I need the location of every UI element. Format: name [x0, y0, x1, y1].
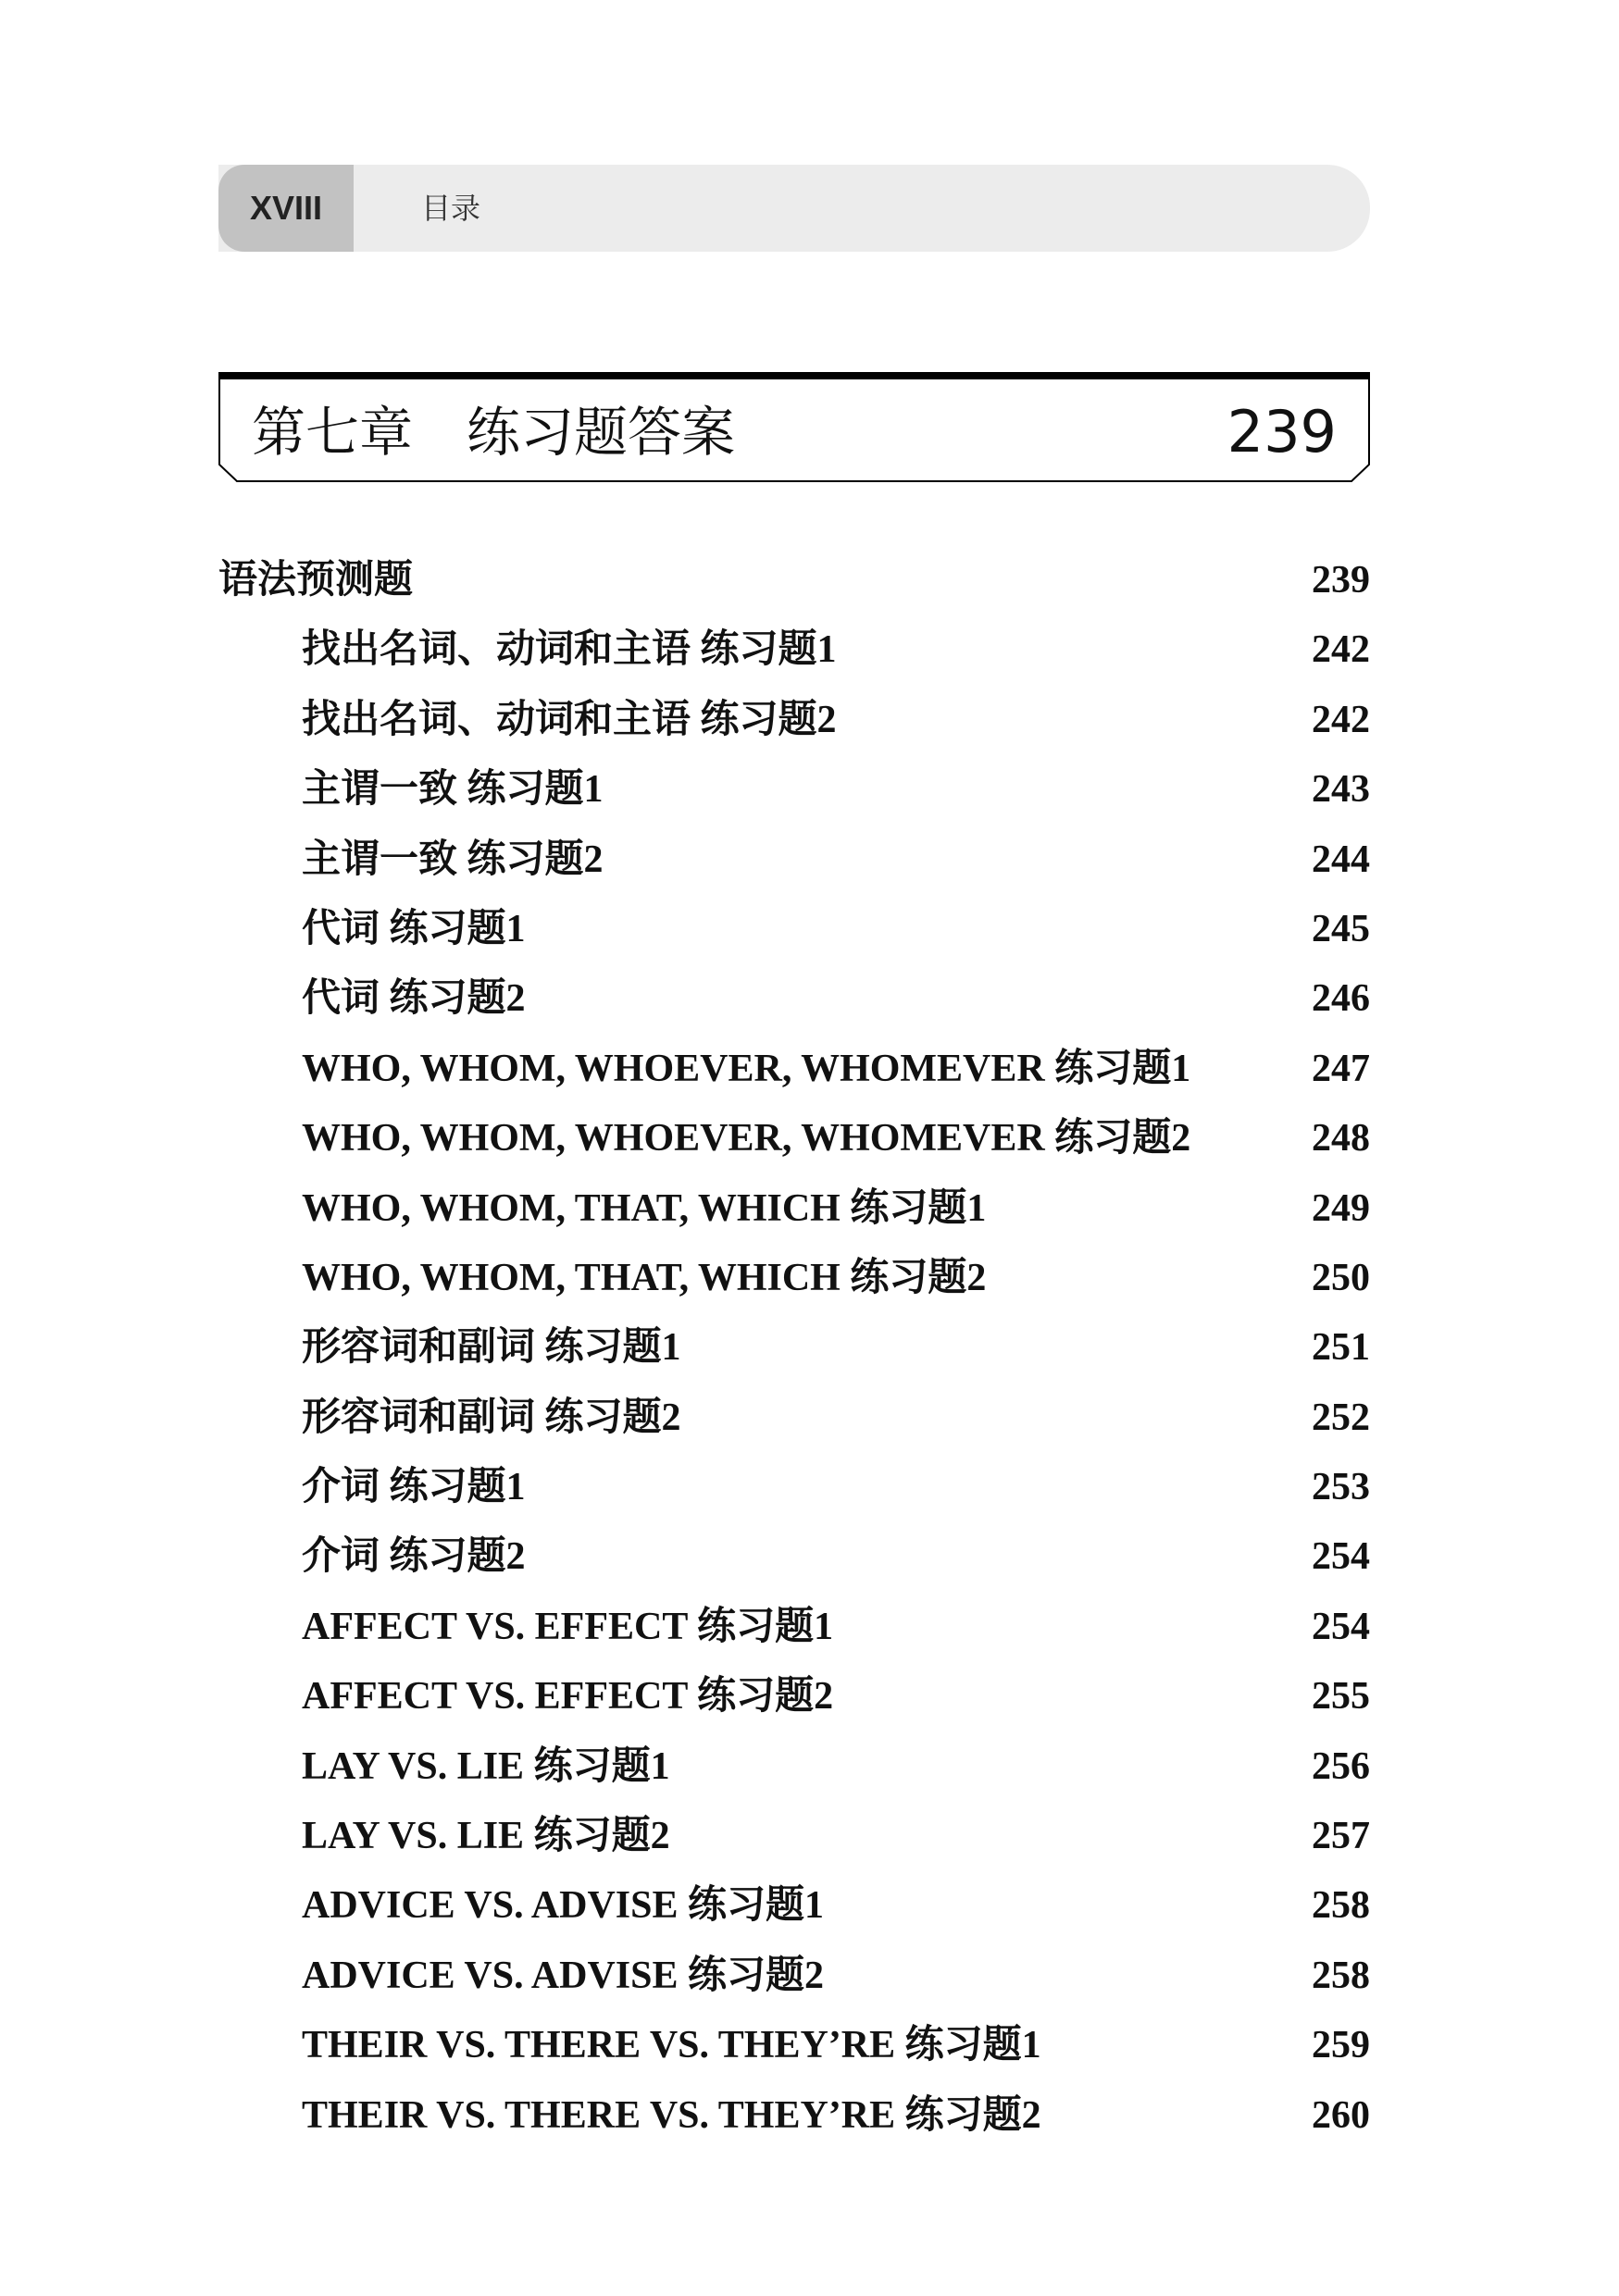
toc-entry-label: ADVICE VS. ADVISE 练习题2 — [302, 1954, 825, 1997]
toc-entry-page: 258 — [1312, 1954, 1370, 1997]
toc-entry[interactable] — [218, 1732, 1370, 1802]
chapter-title: 第七章 练习题答案 — [252, 401, 736, 464]
toc-entry-page: 247 — [1312, 1047, 1370, 1090]
toc-entry[interactable] — [218, 1313, 1370, 1383]
toc-entry-page: 252 — [1312, 1396, 1370, 1439]
toc-entry-label: 找出名词、动词和主语 练习题1 — [302, 628, 837, 672]
chapter-heading — [218, 372, 1370, 483]
toc-entry-label: 主谓一致 练习题2 — [302, 838, 604, 881]
toc-entry[interactable] — [218, 1593, 1370, 1662]
toc-entry[interactable] — [218, 1522, 1370, 1592]
toc-entry[interactable] — [218, 1942, 1370, 2011]
toc-entry-label: WHO, WHOM, THAT, WHICH 练习题1 — [302, 1186, 987, 1230]
toc-entry-label: 主谓一致 练习题1 — [302, 768, 604, 812]
toc-entry-label: 代词 练习题2 — [302, 977, 526, 1021]
toc-entry-label: THEIR VS. THERE VS. THEY’RE 练习题1 — [302, 2024, 1041, 2067]
toc-entry-page: 243 — [1312, 768, 1370, 812]
header-page-number: XVIII — [218, 165, 354, 252]
toc-entry[interactable] — [218, 755, 1370, 825]
toc-entry[interactable] — [218, 615, 1370, 685]
toc-entry-page: 249 — [1312, 1186, 1370, 1230]
toc-entry-page: 242 — [1312, 698, 1370, 741]
toc-entry-page: 254 — [1312, 1605, 1370, 1648]
toc-entry[interactable] — [218, 1174, 1370, 1244]
chapter-page-number: 239 — [1227, 398, 1337, 465]
toc-entry[interactable] — [218, 1104, 1370, 1173]
toc-entry-label: 介词 练习题2 — [302, 1535, 526, 1579]
toc-entry-label: ADVICE VS. ADVISE 练习题1 — [302, 1884, 825, 1928]
table-of-contents — [218, 546, 1370, 2151]
toc-entry[interactable] — [218, 1662, 1370, 1731]
toc-entry-page: 242 — [1312, 628, 1370, 672]
toc-entry-page: 257 — [1312, 1815, 1370, 1858]
toc-entry[interactable] — [218, 1871, 1370, 1941]
toc-entry[interactable] — [218, 1035, 1370, 1104]
toc-entry-label: 形容词和副词 练习题2 — [302, 1396, 681, 1439]
toc-entry-page: 248 — [1312, 1117, 1370, 1160]
toc-entry[interactable] — [218, 964, 1370, 1034]
toc-entry-page: 246 — [1312, 977, 1370, 1021]
toc-entry-page: 254 — [1312, 1535, 1370, 1579]
toc-entry-label: 语法预测题 — [218, 559, 414, 602]
toc-entry[interactable] — [218, 2011, 1370, 2080]
toc-entry[interactable] — [218, 825, 1370, 895]
toc-entry[interactable] — [218, 1802, 1370, 1871]
toc-entry-label: LAY VS. LIE 练习题1 — [302, 1744, 670, 1788]
toc-entry-label: THEIR VS. THERE VS. THEY’RE 练习题2 — [302, 2093, 1041, 2137]
toc-entry-page: 255 — [1312, 1675, 1370, 1719]
toc-entry[interactable] — [218, 1384, 1370, 1453]
toc-entry-label: WHO, WHOM, WHOEVER, WHOMEVER 练习题1 — [302, 1047, 1191, 1090]
toc-entry-page: 258 — [1312, 1884, 1370, 1928]
toc-entry-page: 259 — [1312, 2024, 1370, 2067]
toc-entry[interactable] — [218, 895, 1370, 964]
toc-entry-label: WHO, WHOM, THAT, WHICH 练习题2 — [302, 1256, 987, 1299]
toc-section-entry[interactable] — [218, 546, 1370, 615]
toc-entry[interactable] — [218, 2081, 1370, 2151]
toc-entry-label: 形容词和副词 练习题1 — [302, 1326, 681, 1370]
toc-entry-page: 260 — [1312, 2093, 1370, 2137]
toc-entry-page: 244 — [1312, 838, 1370, 881]
toc-entry-label: WHO, WHOM, WHOEVER, WHOMEVER 练习题2 — [302, 1117, 1191, 1160]
toc-entry-page: 239 — [1312, 559, 1370, 602]
toc-entry-page: 253 — [1312, 1466, 1370, 1509]
toc-entry[interactable] — [218, 686, 1370, 755]
toc-entry-label: 介词 练习题1 — [302, 1466, 526, 1509]
toc-entry-page: 245 — [1312, 907, 1370, 950]
toc-entry-label: AFFECT VS. EFFECT 练习题1 — [302, 1605, 834, 1648]
running-header-band — [218, 165, 1370, 252]
toc-entry-page: 251 — [1312, 1326, 1370, 1370]
toc-entry[interactable] — [218, 1244, 1370, 1313]
toc-entry-page: 256 — [1312, 1744, 1370, 1788]
toc-entry-label: 找出名词、动词和主语 练习题2 — [302, 698, 837, 741]
toc-entry-page: 250 — [1312, 1256, 1370, 1299]
toc-entry-label: LAY VS. LIE 练习题2 — [302, 1815, 670, 1858]
toc-entry-label: AFFECT VS. EFFECT 练习题2 — [302, 1675, 834, 1719]
running-header-title: 目录 — [421, 191, 481, 226]
toc-entry-label: 代词 练习题1 — [302, 907, 526, 950]
toc-entry[interactable] — [218, 1453, 1370, 1522]
